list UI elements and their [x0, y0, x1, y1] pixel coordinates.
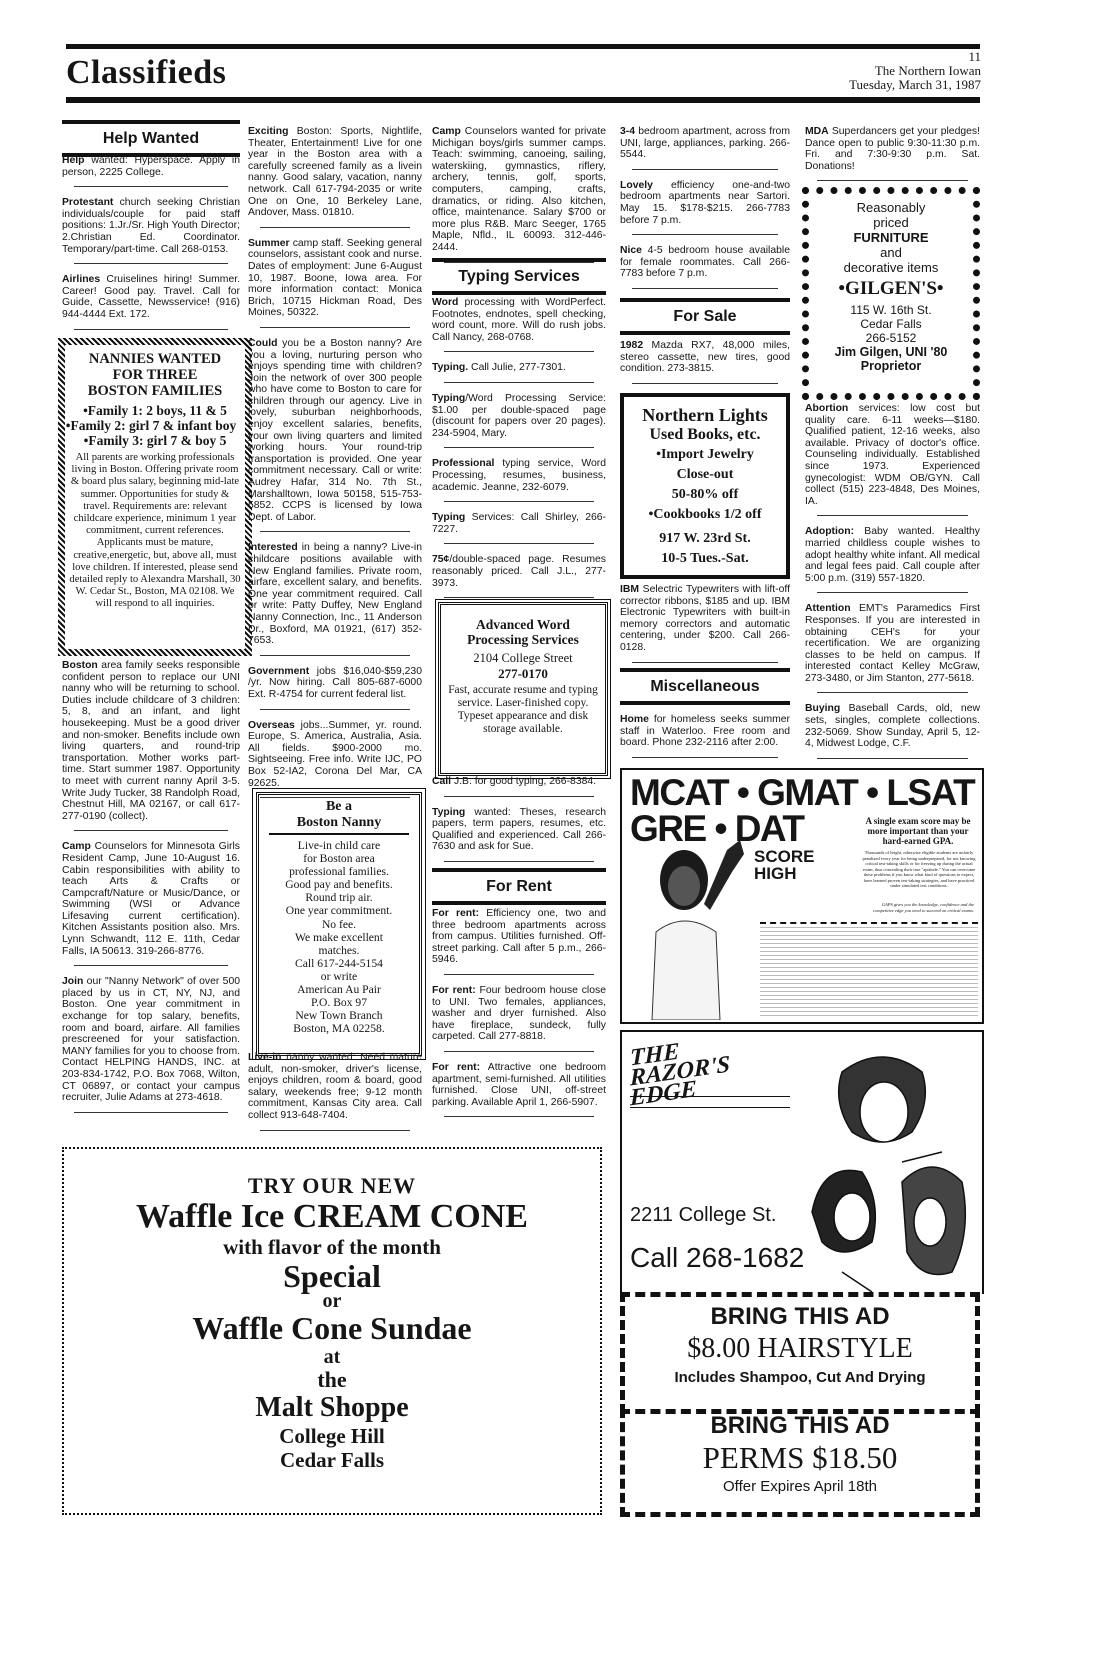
- ad-body: Mazda RX7, 48,000 miles, stereo cassette, new tires, good condition. 273-3815.: [620, 340, 790, 375]
- classified-ad: [432, 297, 606, 343]
- ad-body: typing service, Word Processing, resumes, business, academic. Jeanne, 232-6079.: [432, 458, 606, 493]
- ad-divider: [74, 186, 227, 187]
- classified-ad: [432, 458, 606, 493]
- ad-body: Boston: Sports, Nightlife, Theater, Entertainment! Live for one year in the Boston area with a carefully screened family as a livein nanny. Good salary, vacation, nanny network. Call 617-794-2035 or write One on One, 10 Berkeley Lane, Andover, Mass. 01810.: [248, 126, 422, 219]
- perms-coupon[interactable]: [620, 1408, 980, 1517]
- classified-ad: [432, 1062, 606, 1108]
- ad-lead: Join: [62, 976, 84, 988]
- classified-ad: [620, 340, 790, 375]
- ad-body: /Word Processing Service: $1.00 per double-spaced page (discount for papers over 20 pages). 234-5904, Mary.: [432, 392, 606, 439]
- waffle-line: at: [323, 1346, 341, 1368]
- family-item: •Family 3: girl 7 & boy 5: [83, 433, 227, 448]
- classified-ad: [432, 807, 606, 853]
- classified-ad: [432, 512, 606, 535]
- coupon-detail: Includes Shampoo, Cut And Drying: [674, 1369, 926, 1386]
- ad-divider: [444, 543, 594, 544]
- ad-divider: [74, 830, 227, 831]
- nannies-body: All parents are working professionals living in Boston. Offering private room & board plus salary, beginning mid-late summer. Opportunities for study & travel. Requirements are: relevant childcare experience, minimum 1 year commitment, current references. Applicants must be mature, creative,energetic, but, above all, must love children. If interested, please send detailed reply to Alexandra Marshall, 30 W. Cedar St., Boston, MA 02108. We will respond to all inquiries.: [69, 452, 241, 610]
- gilgen-owner-title: Proprietor: [860, 359, 922, 373]
- nannies-title: NANNIES WANTED: [88, 351, 222, 367]
- section-for-sale: For Sale: [620, 298, 790, 335]
- ad-divider: [817, 180, 968, 181]
- ad-divider: [632, 757, 778, 758]
- ad-lead: Professional: [432, 458, 495, 470]
- ad-divider: [444, 796, 594, 797]
- classified-ad: [432, 126, 606, 254]
- northern-lights-line: Northern Lights: [642, 405, 768, 425]
- nannies-title: BOSTON FAMILIES: [87, 383, 223, 399]
- coupon-heading: BRING THIS AD: [710, 1303, 890, 1330]
- ad-lead: 1982: [620, 340, 644, 351]
- classified-ad: [432, 908, 606, 966]
- ad-lead: Summer: [248, 237, 290, 249]
- ad-lead: Protestant: [62, 197, 114, 209]
- paper-name: The Northern Iowan: [874, 63, 981, 78]
- gilgen-phone: 266-5152: [865, 331, 917, 345]
- page-number: 11: [968, 49, 981, 64]
- ad-divider: [444, 974, 594, 975]
- ad-divider: [632, 288, 778, 289]
- classified-ad: [805, 126, 980, 172]
- classified-ad: [620, 126, 790, 161]
- ad-lead: Buying: [805, 703, 841, 715]
- ad-divider: [817, 692, 968, 693]
- family-item: •Family 1: 2 boys, 11 & 5: [83, 403, 227, 418]
- classified-ad: [248, 126, 422, 219]
- ad-lead: 3-4: [620, 126, 636, 137]
- northern-lights-line: 10-5 Tues.-Sat.: [661, 551, 749, 566]
- ad-divider: [444, 351, 594, 352]
- waffle-location: College Hill: [279, 1424, 385, 1448]
- help-wanted-ads: [248, 126, 422, 808]
- ad-lead: Typing.: [432, 362, 469, 374]
- ad-divider: [632, 234, 778, 235]
- ad-body: J.B. for good typing, 266-8384.: [451, 776, 597, 787]
- ad-lead: Adoption:: [805, 526, 855, 538]
- northern-lights-line: Used Books, etc.: [649, 426, 761, 443]
- boston-nanny-line: Round trip air.: [305, 891, 373, 905]
- ad-lead: For rent:: [432, 984, 476, 996]
- gilgen-name: •GILGEN'S•: [838, 278, 944, 299]
- classified-ad: [805, 703, 980, 749]
- ad-lead: IBM: [620, 584, 640, 595]
- classified-ad: [432, 554, 606, 589]
- northern-lights-ad: [620, 393, 790, 579]
- ad-lead: Boston: [62, 660, 98, 671]
- classified-ad: [62, 660, 240, 822]
- section-help-wanted: Help Wanted: [62, 120, 240, 157]
- ad-divider: [260, 227, 410, 228]
- ad-body: Baseball Cards, old, new sets, singles, complete collections. 232-5069. Show Sunday, April 5, 12-4, Midwest Lodge, C.F.: [805, 703, 980, 750]
- ad-divider: [632, 169, 778, 170]
- ad-lead: Abortion: [805, 403, 849, 414]
- waffle-special: Special: [283, 1258, 381, 1294]
- waffle-line: the: [317, 1367, 347, 1392]
- mcat-test-prep-ad: [620, 768, 984, 1024]
- ad-divider: [444, 382, 594, 383]
- classified-ad: [805, 526, 980, 584]
- gilgen-line: and: [880, 245, 902, 260]
- section-for-rent: For Rent: [432, 868, 606, 905]
- classified-ad: [620, 180, 790, 226]
- ad-lead: MDA: [805, 126, 829, 137]
- classified-ad: [248, 238, 422, 319]
- ad-body: wanted: Theses, research papers, term papers, resumes, etc. Qualified and experienced. Call 266-7630 and ask for Sue.: [432, 806, 606, 853]
- ad-body: Call Julie, 277-7301.: [468, 362, 566, 374]
- for-rent-ads: [620, 126, 790, 299]
- score-high: SCORE HIGH: [754, 847, 815, 883]
- gilgen-line: FURNITURE: [853, 230, 929, 245]
- advanced-body: Fast, accurate resume and typing service. Laser-finished copy. Typeset appearance and disk storage available.: [448, 684, 598, 735]
- ad-body: Efficiency one, two and three bedroom apartments across from campus. Utilities furnished. Off-street parking. Call after 5 p.m., 266-5946.: [432, 908, 606, 966]
- masthead: [849, 50, 981, 92]
- gilgen-line: Reasonably: [856, 200, 926, 215]
- ad-divider: [260, 531, 410, 532]
- ad-lead: Word: [432, 297, 459, 308]
- boston-nanny-line: Good pay and benefits.: [285, 878, 393, 892]
- ad-body: /double-spaced page. Resumes reasonably priced. Call J.L., 277-3973.: [432, 554, 606, 589]
- ad-lead: Typing: [432, 512, 466, 524]
- classified-ad: [432, 776, 606, 788]
- classified-ad: [248, 666, 422, 701]
- mcat-body: Thousands of bright, otherwise eligible students are unfairly penalized every year for being underprepared, for not knowing critical test-taking skills or for freezing up during the actual exam, thus concealing their true "aptitude." You can overcome these problems if you know what kind of questions to expect, have learned proven test-taking strategies, and have practiced under simulated test conditions.: [862, 850, 976, 888]
- gilgen-address: Cedar Falls: [860, 317, 922, 331]
- ad-lead: Could: [248, 337, 278, 349]
- gilgen-owner: Jim Gilgen, UNI '80: [834, 345, 948, 359]
- ad-divider: [74, 965, 227, 966]
- boston-nanny-title: Boston Nanny: [269, 815, 409, 835]
- northern-lights-line: •Import Jewelry: [656, 447, 754, 462]
- ad-lead: Exciting: [248, 126, 289, 137]
- header-rule-bottom: [66, 97, 980, 103]
- coupon-offer: PERMS $18.50: [702, 1440, 898, 1475]
- ad-divider: [74, 329, 227, 330]
- classified-ad: [620, 714, 790, 749]
- boston-nanny-ad: [256, 792, 422, 1056]
- ad-divider: [444, 1116, 594, 1117]
- ad-lead: Nice: [620, 245, 642, 257]
- northern-lights-line: 50-80% off: [671, 487, 739, 502]
- classified-ad: [62, 197, 240, 255]
- nannies-title: FOR THREE: [112, 367, 198, 383]
- ad-lead: Help: [62, 155, 85, 166]
- ad-body: Superdancers get your pledges! Dance open to public 9:30-11:30 p.m. Fri. and 7:30-9:30 p.m. Sat. Donations!: [805, 126, 980, 172]
- ad-body: nanny wanted: Need mature adult, non-smoker, driver's license, enjoys children, room & board, good salary, weekends free; 9-12 month commitment, Kansas City area. Call collect 913-648-7404.: [248, 1052, 422, 1121]
- ad-body: Counselors for Minnesota Girls Resident Camp, June 10-August 16. Cabin responsibilities with ability to teach Arts & Crafts or Campcraft/Nature or Music/Dance, or Swimming (WSI or Advance Lifesaving current certification). Kitchen Assistants position also. Mrs. Lynn Schwandt, 112 E. 11th, Cedar Falls, IA 50613. 319-266-8776.: [62, 841, 240, 957]
- gilgen-line: decorative items: [843, 260, 939, 275]
- ad-body: Baby wanted. Healthy married childless couple wishes to adopt healthy white infant. All medical and legal fees paid. Call couple after 5:00 p.m. (319) 557-1820.: [805, 526, 980, 584]
- student-photo-icon: [632, 840, 762, 1020]
- boston-nanny-line: for Boston area: [303, 852, 375, 866]
- order-form: [760, 922, 978, 1018]
- waffle-line: with flavor of the month: [223, 1235, 441, 1259]
- ad-body: Four bedroom house close to UNI. Two females, appliances, washer and dryer furnished. Also have fireplace, sundeck, fully carpeted. Call 277-8818.: [432, 984, 606, 1043]
- family-item: •Family 2: girl 7 & infant boy: [65, 418, 237, 433]
- boston-nanny-line: New Town Branch: [295, 1009, 383, 1023]
- ad-body: Services: Call Shirley, 266-7227.: [432, 512, 606, 535]
- boston-nanny-line: Live-in child care: [297, 839, 381, 852]
- ad-lead: Airlines: [62, 274, 101, 286]
- classified-ad: [805, 403, 980, 507]
- boston-nanny-title: Be a: [325, 799, 353, 814]
- waffle-line: or: [322, 1290, 342, 1312]
- ad-divider: [444, 861, 594, 862]
- classified-ad: [805, 603, 980, 684]
- ad-body: jobs $16,040-$59,230 /yr. Now hiring. Call 805-687-6000 Ext. R-4754 for current federal list.: [248, 665, 422, 700]
- ad-lead: Home: [620, 714, 649, 725]
- boston-nanny-line: We make excellent: [295, 930, 383, 944]
- ad-divider: [260, 1130, 410, 1131]
- ad-lead: Live-in: [248, 1052, 282, 1063]
- ad-body: bedroom apartment, across from UNI, large, appliances, parking. 266-5544.: [620, 126, 790, 161]
- logo-rule: [630, 1096, 790, 1108]
- razors-edge-address: 2211 College St.: [630, 1204, 777, 1226]
- section-miscellaneous: Miscellaneous: [620, 668, 790, 705]
- ad-lead: Typing: [432, 392, 466, 404]
- boston-nanny-line: P.O. Box 97: [310, 996, 368, 1010]
- classified-ad: [62, 976, 240, 1104]
- boston-nanny-line: One year commitment.: [285, 904, 393, 918]
- for-sale-ads: [620, 340, 790, 394]
- advanced-address: 2104 College Street: [473, 651, 573, 665]
- razors-edge-phone: Call 268-1682: [630, 1242, 805, 1273]
- classified-ad: [248, 1052, 422, 1122]
- coupon-detail: Offer Expires April 18th: [723, 1478, 877, 1495]
- ad-divider: [74, 263, 227, 264]
- waffle-location: Cedar Falls: [279, 1448, 385, 1472]
- coupon-offer: $8.00 HAIRSTYLE: [687, 1333, 913, 1364]
- malt-shoppe-ad: [62, 1147, 602, 1515]
- ad-lead: 75¢: [432, 554, 450, 566]
- hairstyle-coupon[interactable]: [620, 1292, 980, 1414]
- boston-nanny-line: professional families.: [289, 865, 389, 879]
- misc-ads: [805, 126, 980, 191]
- waffle-line: TRY OUR NEW: [247, 1173, 417, 1198]
- ad-divider: [444, 447, 594, 448]
- ad-divider: [817, 592, 968, 593]
- northern-lights-line: Close-out: [676, 467, 734, 482]
- help-wanted-ads: [432, 126, 606, 273]
- ad-body: processing with WordPerfect. Footnotes, endnotes, spell checking, word count, more. Will do rush jobs. Call Nancy, 268-0768.: [432, 297, 606, 343]
- help-wanted-ads: [62, 660, 240, 1123]
- ad-body: Cruiselines hiring! Summer. Career! Good pay. Travel. Call for Guide, Cassette, Newsservice! (916) 944-4444 Ext. 172.: [62, 274, 240, 320]
- classified-ad: [62, 274, 240, 320]
- ad-divider: [444, 1051, 594, 1052]
- classified-ad: [248, 720, 422, 790]
- ad-lead: Attention: [805, 603, 851, 615]
- misc-ads: [805, 403, 980, 769]
- section-typing-services: Typing Services: [432, 258, 606, 295]
- hairstyle-illustration-icon: [802, 1042, 972, 1292]
- ad-body: efficiency one-and-two bedroom apartments near Sartori. May 15. $178-$215. 266-7783 before 7 p.m.: [620, 179, 790, 226]
- ad-divider: [260, 709, 410, 710]
- northern-lights-line: 917 W. 23rd St.: [659, 531, 751, 546]
- ad-divider: [260, 327, 410, 328]
- boston-nanny-line: Boston, MA 02258.: [293, 1022, 385, 1036]
- ad-body: area family seeks responsible confident person to replace our UNI nanny who will be returning to school. Duties include childcare of 3 children: 5, 8, and an infant, and light housekeeping. Must be a good driver and non-smoker. Benefits include own living quarters, and round-trip transportation. Mother works part-time. Start summer 1987. Opportunity to meet with current nanny April 3-5. Write Judy Tucker, 38 Randolph Road, Chestnut Hill, MA 02167, or call 617-277-0190 (collect).: [62, 660, 240, 822]
- boston-nanny-line: Call 617-244-5154: [295, 956, 383, 970]
- waffle-headline: Waffle Cone Sundae: [192, 1310, 472, 1346]
- boston-nanny-line: No fee.: [321, 917, 357, 931]
- ad-divider: [632, 383, 778, 384]
- classified-ad: [62, 841, 240, 957]
- boston-nanny-line: matches.: [318, 943, 360, 957]
- ad-body: services: low cost but quality care. 6-11 weeks—$180. Qualified patient, 12-16 weeks, also available. Privacy of doctor's office. Counseling individually. Established since 1973. Experienced gynecologist: WDM OB/GYN. Call collect (515) 223-4848, Des Moines, IA.: [805, 403, 980, 507]
- ad-body: for homeless seeks summer staff in Waterloo. Free room and board. Phone 232-2116 after 2:00.: [620, 714, 790, 749]
- classified-ad: [248, 338, 422, 524]
- boston-nanny-line: American Au Pair: [297, 983, 381, 997]
- ad-divider: [817, 758, 968, 759]
- ad-lead: Government: [248, 665, 310, 677]
- ad-body: church seeking Christian individuals/couple for paid staff positions: 1.Jr./Sr. High Youth Director; 2.Christian Ed. Coordinator. Temporary/part-time. Call 268-0153.: [62, 197, 240, 255]
- ad-body: our "Nanny Network" of over 500 placed by us in CT, NY, NJ, and Boston. One year commitment in exchange for top salary, benefits, room and board, airfare. All families prescreened for your satisfaction. MANY families for you to choose from. Contact HELPING HANDS, INC. at 203-834-1742, P.O. Box 7068, Wilton, CT 06897, or contact your campus recruiter, Julie Adams at 273-4618.: [62, 976, 240, 1104]
- for-sale-ads: [620, 584, 790, 673]
- ad-divider: [260, 655, 410, 656]
- advanced-title: Advanced Word Processing Services: [467, 617, 579, 647]
- ad-body: Attractive one bedroom apartment, semi-furnished. All utilities furnished. Close UNI, off-street parking. Available April 1, 266-5907.: [432, 1061, 606, 1108]
- ad-body: wanted: Hyperspace. Apply in person, 2225 College.: [62, 155, 240, 178]
- ad-lead: Call: [432, 776, 452, 787]
- page-title: Classifieds: [66, 54, 227, 91]
- ad-body: in being a nanny? Live-in childcare positions available with New England families. Private room, airfare, excellent salary, and benefits. One year commitment required. Call or write: Patty Duffey, New England Nanny Connection, Inc., 11 Anderson Dr., Boxford, MA 01921, (617) 352-7653.: [248, 542, 422, 647]
- gilgen-address: 115 W. 16th St.: [850, 303, 932, 317]
- boston-nanny-line: or write: [320, 969, 358, 983]
- classified-ad: [248, 542, 422, 646]
- ad-lead: For rent:: [432, 1061, 481, 1073]
- ad-divider: [817, 515, 968, 516]
- ad-body: jobs...Summer, yr. round. Europe, S. America, Australia, Asia. All fields. $900-2000 mo. Sightseeing. Free info. Write IJC, PO Box 52-IA2, Corona Del Mar, CA 92625.: [248, 719, 422, 789]
- typing-ads: [432, 776, 606, 872]
- razors-edge-ad: [620, 1030, 984, 1294]
- mcat-gaps: GAPS gives you the knowledge, confidence and the competitive edge you need to succeed on critical exams.: [873, 902, 974, 913]
- mcat-headline: GRE • DAT: [630, 808, 804, 849]
- ad-body: 4-5 bedroom house available for female roommates. Call 266-7783 before 7 p.m.: [620, 245, 790, 280]
- coupon-heading: BRING THIS AD: [710, 1412, 890, 1439]
- waffle-shop-name: Malt Shoppe: [255, 1392, 409, 1423]
- northern-lights-line: •Cookbooks 1/2 off: [648, 507, 762, 522]
- header-rule: [66, 44, 980, 49]
- classified-ad: [620, 245, 790, 280]
- advanced-phone: 277-0170: [498, 666, 548, 681]
- advanced-word-processing-ad: [438, 602, 608, 776]
- waffle-headline: Waffle Ice CREAM CONE: [136, 1198, 528, 1235]
- classified-ad: [62, 155, 240, 178]
- classified-ad: [432, 393, 606, 439]
- gilgens-furniture-ad: [802, 187, 980, 400]
- razors-edge-logo: THE RAZOR'S EDGE: [630, 1038, 731, 1112]
- typing-ads: [432, 297, 606, 608]
- ad-divider: [632, 662, 778, 663]
- misc-ads: [620, 714, 790, 768]
- help-wanted-ads: [248, 1052, 422, 1141]
- ad-divider: [444, 501, 594, 502]
- ad-body: camp staff. Seeking general counselors, assistant cook and nurse. Dates of employment: June 6-August 10, 1987. Boone, Iowa area. For more information contact: Monica Brich, 10715 Hickman Road, Des Moines, 50322.: [248, 237, 422, 319]
- ad-body: Counselors wanted for private Michigan boys/girls summer camps. Teach: swimming, canoeing, sailing, waterskiing, gymnastics, riflery, archery, tennis, golf, sports, computers, camping, crafts, dramatics, or riding. Also kitchen, office, maintenance. Salary $700 or more plus R&B. Marc Seeger, 1765 Maple, Nfld., IL 60093. 312-446-2444.: [432, 126, 606, 253]
- ad-lead: For rent:: [432, 908, 480, 919]
- ad-divider: [74, 1112, 227, 1113]
- ad-lead: Camp: [62, 841, 91, 853]
- classified-ad: [432, 985, 606, 1043]
- issue-date: Tuesday, March 31, 1987: [849, 77, 981, 92]
- ad-body: EMT's Paramedics First Responses. If you are interested in obtaining CEH's for your recertification. We are organizing classes to be held on campus. If interested contact Kelley McGraw, 273-3480, or Jim Stanton, 277-5618.: [805, 603, 980, 684]
- help-wanted-ads: [62, 155, 240, 340]
- mcat-tagline: A single exam score may be more important than your hard-earned GPA.: [865, 816, 971, 846]
- for-rent-ads: [432, 908, 606, 1127]
- gilgen-line: priced: [873, 215, 909, 230]
- ad-body: you be a Boston nanny? Are you a loving, nurturing person who enjoys spending time with children? Join the network of over 300 people who have come to Boston to care for children through our agency. Live in lovely, suburban neighborhoods, enjoy excellent salaries, benefits, your own living quarters and limited working hours. Your round-trip transportation is provided. One year commitment necessary. Call or write: Audrey Hafar, 314 No. 7th St., Marshalltown, Iowa 50158, 515-753-5852. CCPS is licensed by Iowa Dept. of Labor.: [248, 337, 422, 523]
- ad-divider: [444, 597, 594, 598]
- ad-lead: Overseas: [248, 719, 295, 731]
- classified-ad: [432, 362, 606, 374]
- ad-lead: Interested: [248, 542, 298, 554]
- ad-lead: Lovely: [620, 179, 653, 191]
- ad-body: Selectric Typewriters with lift-off corrector ribbons, $185 and up. IBM Electronic Typewriters with built-in memory correctors and automatic centering, under $200. Call 266-0128.: [620, 584, 790, 653]
- nannies-wanted-ad: [58, 338, 252, 656]
- mcat-headline: MCAT • GMAT • LSAT: [630, 772, 975, 813]
- ad-lead: Camp: [432, 126, 461, 137]
- ad-lead: Typing: [432, 806, 466, 818]
- classified-ad: [620, 584, 790, 654]
